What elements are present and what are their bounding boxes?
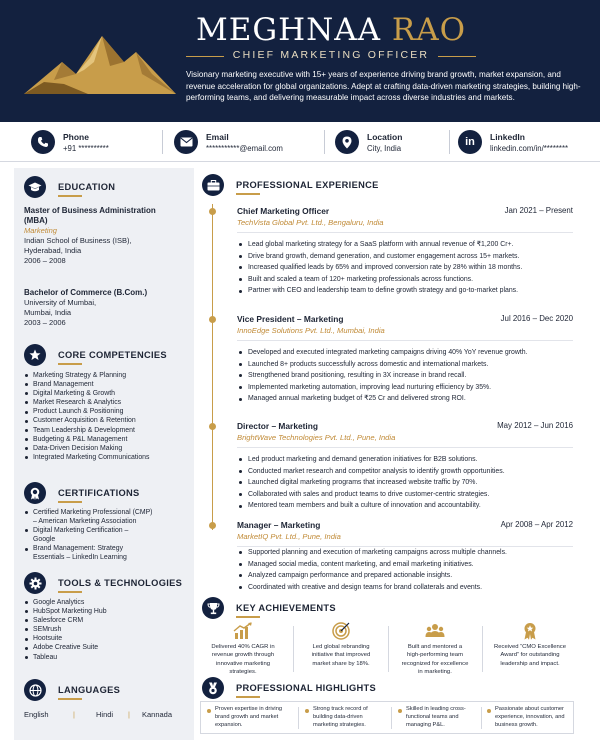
job-role: Director – Marketing	[237, 421, 318, 431]
heading-underline	[236, 696, 260, 698]
job-bullets	[237, 347, 577, 405]
achievement-card	[198, 622, 288, 680]
list-item: Google Analytics	[24, 598, 189, 607]
list-item: Team Leadership & Development	[24, 426, 189, 435]
achievement-divider	[482, 626, 483, 672]
job-bullets	[237, 454, 577, 512]
achievement-divider	[293, 626, 294, 672]
list-item: Certified Marketing Professional (CMP) – American Marketing Association	[24, 508, 189, 526]
heading-underline	[236, 193, 260, 195]
target-icon	[331, 622, 351, 640]
resume-page: MEGHNAA RAO CHIEF MARKETING OFFICER Visionary marketing executive with 15+ years of experience driving brand growth, market expansion, and revenue acceleration for global organizations. Adept at crafting data-driven marketing strategies, building high-performing teams, and delivering measurable impact across diverse industries and markets. Phone +91 ********** Email ***********@email.com Location City, India in LinkedIn linkedin.com/in/******** EDUCATION Master of Business Administration (MBA) Marketing Indian School of Business (ISB), Hyderabad, India 2006 – 2008 Bachelor of Commerce (B.Com.) University of Mumbai, Mumbai, India 2003 – 2006 CORE COMPETENCIES Marketing Strategy & Planning Brand Management Digital Marketing & Growth Market Research & Analytics Product Launch & Positioning Customer Acquisition & Retention Team Leadership & Development Budgeting & P&L Management Data-Driven Decision Making Integrated Marketing Communications CERTIFICATIONS Certified Marketing Professional (CMP) – American Marketing Association Digital Marketing Certification – Google Brand Management: Strategy Essentials – LinkedIn Learning TOOLS & TECHNOLOGIES Google Analytics HubSpot Marketing Hub Salesforce CRM SEMrush Hootsuite Adobe Creative Suite Tableau LANGUAGES English | Hindi | Kannada PROFESSIONAL EXPERIENCE Chief Marketing Officer Jan 2021 – Present TechVista Global Pvt. Ltd., Bengaluru, India Lead global marketing strategy for a SaaS platform with annual revenue of ₹1,200 Cr+. Drive brand growth, demand generation, and customer engagement across 15+ markets. Increased qualified leads by 65% and improved conversion rate by 28% within 18 months. Built and scaled a team of 120+ marketing professionals across functions. Partner with CEO and leadership team to define growth strategy and go-to-market plans. Vice President – Marketing Jul 2016 – Dec 2020 InnoEdge Solutions Pvt. Ltd., Mumbai, India Developed and executed integrated marketing campaigns driving 40% YoY revenue growth. Launched 8+ products successfully across domestic and international markets. Strengthened brand positioning, resulting in 3X increase in brand recall. Implemented marketing automation, improving lead nurturing efficiency by 35%. Managed annual marketing budget of ₹25 Cr and delivered strong ROI. Director – Marketing May 2012 – Jun 2016 BrightWave Technologies Pvt. Ltd., Pune, India Led product marketing and demand generation initiatives for B2B solutions. Conducted market research and competitor analysis to identify growth opportunities. Launched digital marketing programs that increased website traffic by 70%. Collaborated with sales and product teams to drive customer-centric strategies. Mentored team members and built a culture of innovation and accountability. Manager – Marketing Apr 2008 – Apr 2012 MarketIQ Pvt. Ltd., Pune, India Supported planning and execution of marketing campaigns across multiple channels. Managed social media, content marketing, and email marketing initiatives. Analyzed campaign performance and prepared actionable insights. Coordinated with creative and design teams for brand collaterals and events. KEY ACHIEVEMENTS Delivered 40% CAGR in revenue growth through innovative marketing strategies. Led global rebranding initiative that improved market share by 18%. Built and mentored a high-performing team recognized for excellence in marketing. Received “CMO Excellence Award” for outstanding leadership and impact. PROFESSIONAL HIGHLIGHTS Proven expertise in driving brand growth and market expansion. Strong track record of building data-driven marketing strategies. Skilled in leading cross- functional teams and managing P&L. Passionate about customer experience, innovation, and business growth.	[0, 0, 600, 740]
envelope-icon	[174, 130, 198, 154]
highlight-bullet	[487, 709, 491, 713]
language-separator: |	[73, 710, 75, 719]
phone-icon	[31, 130, 55, 154]
job-company: InnoEdge Solutions Pvt. Ltd., Mumbai, India	[237, 326, 385, 335]
contact-divider	[449, 130, 450, 154]
heading-underline	[58, 363, 82, 365]
list-item: Launched digital marketing programs that increased website traffic by 70%.	[237, 477, 577, 489]
list-item: Conducted market research and competitor analysis to identify growth opportunities.	[237, 466, 577, 478]
list-item: Brand Management: Strategy Essentials – LinkedIn Learning	[24, 544, 189, 562]
list-item: HubSpot Marketing Hub	[24, 607, 189, 616]
globe-icon	[24, 679, 46, 701]
list-item: Product Launch & Positioning	[24, 407, 189, 416]
highlight-bullet	[398, 709, 402, 713]
gear-icon	[24, 572, 46, 594]
growth-chart-icon	[233, 622, 253, 640]
job-company: TechVista Global Pvt. Ltd., Bengaluru, India	[237, 218, 384, 227]
timeline-dot	[209, 316, 216, 323]
job-bullets	[237, 547, 577, 593]
list-item: Collaborated with sales and product teams to drive customer-centric strategies.	[237, 489, 577, 501]
briefcase-icon	[202, 174, 224, 196]
list-item: Mentored team members and built a culture of innovation and accountability.	[237, 500, 577, 512]
job-dates: May 2012 – Jun 2016	[497, 421, 573, 430]
certifications-list	[24, 508, 189, 563]
language-item: English	[24, 710, 49, 719]
job-title-row	[186, 49, 476, 63]
highlight-divider	[391, 707, 392, 729]
trophy-icon	[202, 597, 224, 619]
list-item: Partner with CEO and leadership team to define growth strategy and go-to-market plans.	[237, 285, 577, 297]
language-separator: |	[128, 710, 130, 719]
location-pin-icon	[335, 130, 359, 154]
competencies-list	[24, 371, 189, 462]
list-item: Drive brand growth, demand generation, and customer engagement across 15+ markets.	[237, 251, 577, 263]
language-item: Hindi	[96, 710, 114, 719]
list-item: Coordinated with creative and design teams for brand collaterals and events.	[237, 582, 577, 594]
highlights-box: Proven expertise in driving brand growth and market expansion. Strong track record of building data-driven marketing strategies. Skilled in leading cross- functional teams and managing P&L. Passionate about customer experience, innovation, and business growth.	[200, 701, 574, 734]
job-dates: Jul 2016 – Dec 2020	[500, 314, 573, 323]
job-company: MarketIQ Pvt. Ltd., Pune, India	[237, 532, 341, 541]
list-item: Developed and executed integrated marketing campaigns driving 40% YoY revenue growth.	[237, 347, 577, 359]
education-item: Master of Business Administration (MBA) Marketing Indian School of Business (ISB), Hyderabad, India 2006 – 2008	[24, 206, 156, 265]
list-item: Managed annual marketing budget of ₹25 Cr and delivered strong ROI.	[237, 393, 577, 405]
list-item: Lead global marketing strategy for a SaaS platform with annual revenue of ₹1,200 Cr+.	[237, 239, 577, 251]
star-icon	[24, 344, 46, 366]
job-dates: Jan 2021 – Present	[504, 206, 573, 215]
team-icon	[425, 622, 445, 640]
achievement-text: Received “CMO Excellence Award” for outstanding leadership and impact.	[493, 644, 567, 667]
list-item: Brand Management	[24, 380, 189, 389]
experience-timeline	[212, 204, 213, 530]
list-item: Strengthened brand positioning, resulting in 3X increase in brand recall.	[237, 370, 577, 382]
list-item: Hootsuite	[24, 634, 189, 643]
list-item: Digital Marketing Certification – Google	[24, 526, 189, 544]
mountain-logo-icon	[24, 22, 176, 122]
entry-divider	[237, 232, 573, 233]
list-item: Implemented marketing automation, improving lead nurturing efficiency by 35%.	[237, 382, 577, 394]
achievement-card	[485, 622, 575, 680]
header-banner	[0, 0, 600, 122]
job-dates: Apr 2008 – Apr 2012	[500, 520, 573, 529]
list-item: Led product marketing and demand generation initiatives for B2B solutions.	[237, 454, 577, 466]
sidebar: EDUCATION Master of Business Administration (MBA) Marketing Indian School of Business (ISB), Hyderabad, India 2006 – 2008 Bachelor of Commerce (B.Com.) University of Mumbai, Mumbai, India 2003 – 2006 CORE COMPETENCIES Marketing Strategy & Planning Brand Management Digital Marketing & Growth Market Research & Analytics Product Launch & Positioning Customer Acquisition & Retention Team Leadership & Development Budgeting & P&L Management Data-Driven Decision Making Integrated Marketing Communications CERTIFICATIONS Certified Marketing Professional (CMP) – American Marketing Association Digital Marketing Certification – Google Brand Management: Strategy Essentials – LinkedIn Learning TOOLS & TECHNOLOGIES Google Analytics HubSpot Marketing Hub Salesforce CRM SEMrush Hootsuite Adobe Creative Suite Tableau LANGUAGES English | Hindi | Kannada	[14, 168, 194, 740]
job-title: CHIEF MARKETING OFFICER	[232, 49, 430, 61]
job-bullets	[237, 239, 577, 297]
list-item: Launched 8+ products successfully across domestic and international markets.	[237, 359, 577, 371]
profile-summary: Visionary marketing executive with 15+ years of experience driving brand growth, market expansion, and revenue acceleration for global organizations. Adept at crafting data-driven marketing strategies, building high-performing teams, and delivering measurable impact across diverse industries and markets.	[186, 70, 581, 103]
linkedin-icon: in	[458, 130, 482, 154]
highlight-divider	[481, 707, 482, 729]
list-item: Adobe Creative Suite	[24, 643, 189, 652]
list-item: Managed social media, content marketing, and email marketing initiatives.	[237, 559, 577, 571]
achievement-card	[390, 622, 480, 680]
achievement-divider	[388, 626, 389, 672]
job-role: Vice President – Marketing	[237, 314, 344, 324]
entry-divider	[237, 340, 573, 341]
candidate-name: MEGHNAA RAO	[195, 12, 467, 48]
job-role: Chief Marketing Officer	[237, 206, 330, 216]
contact-bar: Phone +91 ********** Email ***********@email.com Location City, India in LinkedIn linkedin.com/in/********	[0, 122, 600, 162]
contact-divider	[324, 130, 325, 154]
language-item: Kannada	[142, 710, 173, 719]
list-item: Supported planning and execution of marketing campaigns across multiple channels.	[237, 547, 577, 559]
list-item: Built and scaled a team of 120+ marketing professionals across functions.	[237, 274, 577, 286]
achievement-text: Led global rebranding initiative that improved market share by 18%.	[311, 644, 371, 667]
list-item: Tableau	[24, 653, 189, 662]
heading-underline	[236, 616, 260, 618]
job-role: Manager – Marketing	[237, 520, 321, 530]
education-item: Bachelor of Commerce (B.Com.) University of Mumbai, Mumbai, India 2003 – 2006	[24, 288, 148, 327]
list-item: Increased qualified leads by 65% and improved conversion rate by 28% within 18 months.	[237, 262, 577, 274]
certificate-badge-icon	[24, 482, 46, 504]
list-item: Analyzed campaign performance and prepared actionable insights.	[237, 570, 577, 582]
list-item: Market Research & Analytics	[24, 398, 189, 407]
award-icon	[520, 622, 540, 640]
heading-underline	[58, 591, 82, 593]
list-item: Budgeting & P&L Management	[24, 435, 189, 444]
list-item: Salesforce CRM	[24, 616, 189, 625]
highlight-divider	[298, 707, 299, 729]
achievement-text: Delivered 40% CAGR in revenue growth through innovative marketing strategies.	[211, 644, 275, 675]
highlight-bullet	[305, 709, 309, 713]
list-item: Integrated Marketing Communications	[24, 453, 189, 462]
graduation-cap-icon	[24, 176, 46, 198]
entry-divider	[237, 447, 573, 448]
list-item: Digital Marketing & Growth	[24, 389, 189, 398]
contact-divider	[162, 130, 163, 154]
list-item: Data-Driven Decision Making	[24, 444, 189, 453]
job-company: BrightWave Technologies Pvt. Ltd., Pune, India	[237, 433, 396, 442]
medal-icon	[202, 677, 224, 699]
timeline-dot	[209, 522, 216, 529]
list-item: Marketing Strategy & Planning	[24, 371, 189, 380]
title-divider-right	[438, 56, 476, 57]
timeline-dot	[209, 423, 216, 430]
achievement-card	[296, 622, 386, 680]
heading-underline	[58, 195, 82, 197]
list-item: Customer Acquisition & Retention	[24, 416, 189, 425]
heading-underline	[58, 698, 82, 700]
highlight-bullet	[207, 709, 211, 713]
timeline-dot	[209, 208, 216, 215]
achievement-text: Built and mentored a high-performing team recognized for excellence in marketing.	[401, 644, 469, 675]
list-item: SEMrush	[24, 625, 189, 634]
tools-list	[24, 598, 189, 662]
heading-underline	[58, 501, 82, 503]
